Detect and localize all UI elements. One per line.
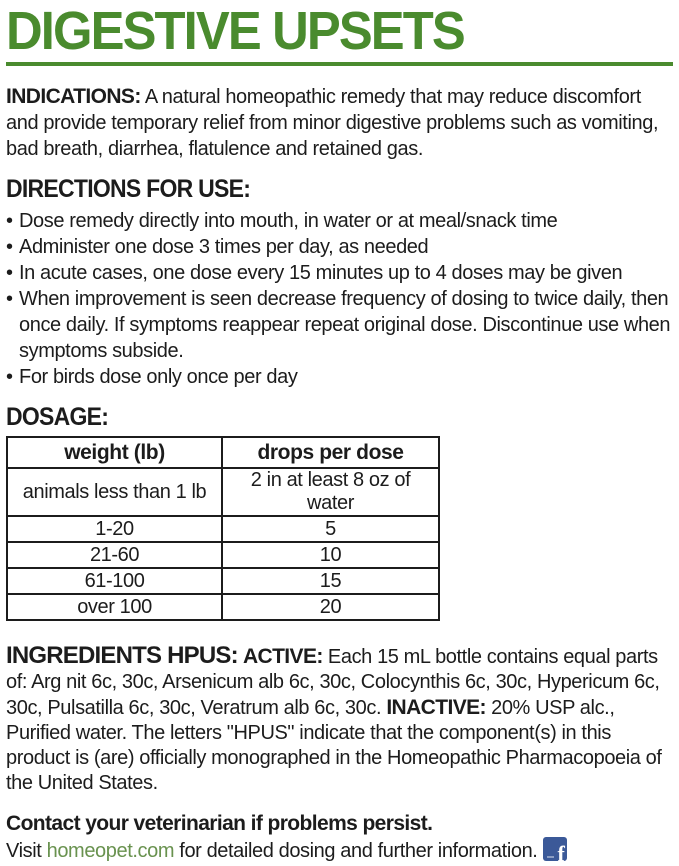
page-title: DIGESTIVE UPSETS [6, 1, 464, 61]
indications-label: INDICATIONS: [6, 85, 141, 108]
visit-line [6, 837, 673, 865]
dosage-table-body [7, 468, 439, 620]
table-header-row [7, 437, 439, 468]
table-row [7, 568, 439, 594]
list-item: • When improvement is seen decrease frequency of dosing to twice daily, then once daily. If symptoms reappear repeat original dose. Discontinue use when symptoms subside. [6, 286, 673, 364]
table-cell: 5 [222, 516, 439, 542]
visit-prefix: Visit [6, 840, 42, 862]
dosage-heading: DOSAGE: [6, 403, 109, 431]
list-item: • Dose remedy directly into mouth, in water or at meal/snack time [6, 208, 673, 234]
table-row [7, 468, 439, 516]
column-header-drops: drops per dose [222, 437, 439, 468]
column-header-weight: weight (lb) [7, 437, 222, 468]
table-cell: 10 [222, 542, 439, 568]
table-row [7, 516, 439, 542]
facebook-f-glyph: f [557, 841, 565, 866]
list-item: • In acute cases, one dose every 15 minutes up to 4 doses may be given [6, 260, 673, 286]
directions-heading: DIRECTIONS FOR USE: [6, 175, 251, 203]
inactive-label: INACTIVE: [386, 696, 486, 719]
table-cell: 20 [222, 594, 439, 620]
ingredients-paragraph [6, 643, 673, 796]
homeopet-link[interactable]: homeopet.com [46, 840, 175, 862]
table-cell: 1-20 [7, 516, 222, 542]
table-cell: over 100 [7, 594, 222, 620]
active-ingredients-text: Each 15 mL bottle contains equal parts of: Arg nit 6c, 30c, Arsenicum alb 6c, 30c, Colocynthis 6c, 30c, Hypericum 6c, 30c, Pulsatilla 6c, 30c, Veratrum alb 6c, 30c. [6, 646, 660, 719]
table-cell: 2 in at least 8 oz of water [222, 468, 439, 516]
table-row [7, 594, 439, 620]
table-cell: 61-100 [7, 568, 222, 594]
footer [6, 811, 673, 865]
directions-list [6, 208, 673, 390]
table-cell: animals less than 1 lb [7, 468, 222, 516]
table-row [7, 542, 439, 568]
inactive-ingredients-text: 20% USP alc., Purified water. The letters "HPUS" indicate that the component(s) in this product is (are) officially monographed in the Homeopathic Pharmacopoeia of the United States. [6, 697, 662, 794]
indications-paragraph [6, 84, 673, 162]
table-cell: 15 [222, 568, 439, 594]
list-item: • Administer one dose 3 times per day, as needed [6, 234, 673, 260]
dosage-table [6, 436, 440, 621]
title-underline [6, 62, 673, 66]
list-item: • For birds dose only once per day [6, 364, 673, 390]
table-cell: 21-60 [7, 542, 222, 568]
ingredients-label: INGREDIENTS HPUS: [6, 642, 238, 669]
indications-text: A natural homeopathic remedy that may reduce discomfort and provide temporary relief from minor digestive problems such as vomiting, bad breath, diarrhea, flatulence and retained gas. [6, 86, 659, 160]
active-label: ACTIVE: [242, 645, 323, 668]
facebook-icon[interactable] [543, 837, 567, 866]
contact-veterinarian-note: Contact your veterinarian if problems persist. [6, 812, 433, 835]
facebook-f-bar [547, 856, 554, 858]
visit-suffix: for detailed dosing and further information. [179, 840, 538, 862]
